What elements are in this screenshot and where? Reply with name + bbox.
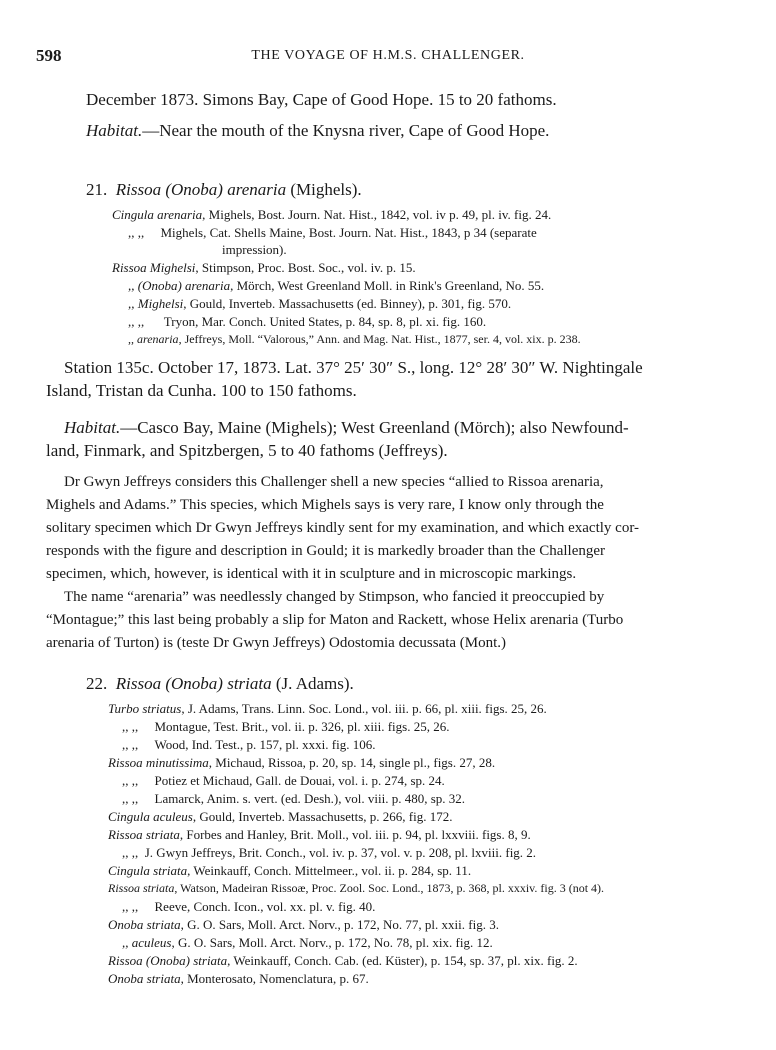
synonymy-entry: Cingula arenaria, Mighels, Bost. Journ. Nat. Hist., 1842, vol. iv p. 49, pl. iv. fig. 24. [112, 207, 552, 222]
running-title: THE VOYAGE OF H.M.S. CHALLENGER. [251, 48, 525, 63]
synonymy-entry: ,, ,, Wood, Ind. Test., p. 157, pl. xxxi. fig. 106. [122, 737, 376, 752]
habitat-line: land, Finmark, and Spitzbergen, 5 to 40 fathoms (Jeffreys). [46, 441, 448, 460]
species-subgenus: (Onoba) [165, 180, 223, 199]
synonymy-entry: ,, ,, Mighels, Cat. Shells Maine, Bost. Journ. Nat. Hist., 1843, p 34 (separate [128, 225, 537, 240]
synonymy-entry: ,, ,, Lamarck, Anim. s. vert. (ed. Desh.), vol. viii. p. 480, sp. 32. [122, 791, 466, 806]
species-heading [86, 180, 362, 200]
species-author: (J. Adams). [275, 674, 354, 693]
discussion-line: arenaria of Turton) is (teste Dr Gwyn Jeffreys) Odostomia decussata (Mont.) [46, 635, 507, 651]
station-line: Station 135c. October 17, 1873. Lat. 37° 25′ 30″ S., long. 12° 28′ 30″ W. Nightingale [64, 358, 643, 377]
synonymy-entry: Rissoa minutissima, Michaud, Rissoa, p. 20, sp. 14, single pl., figs. 27, 28. [108, 755, 496, 770]
synonymy-entry: Turbo striatus, J. Adams, Trans. Linn. Soc. Lond., vol. iii. p. 66, pl. xiii. figs. 25, 26. [108, 701, 547, 716]
synonymy-entry: ,, ,, Reeve, Conch. Icon., vol. xx. pl. v. fig. 40. [122, 899, 376, 914]
synonymy-entry: ,, ,, J. Gwyn Jeffreys, Brit. Conch., vol. iv. p. 37, vol. v. p. 208, pl. lxviii. fig. 2. [122, 845, 537, 860]
species-number: 21. [86, 180, 108, 199]
synonymy-entry: impression). [222, 242, 287, 257]
habitat-line: Habitat.—Casco Bay, Maine (Mighels); West Greenland (Mörch); also Newfound- [64, 418, 629, 437]
species-subgenus: (Onoba) [165, 674, 223, 693]
synonymy-entry: ,, (Onoba) arenaria, Mörch, West Greenland Moll. in Rink's Greenland, No. 55. [128, 278, 545, 293]
synonymy-entry: Rissoa striata, Forbes and Hanley, Brit. Moll., vol. iii. p. 94, pl. lxxviii. figs. 8, 9. [108, 827, 531, 842]
habitat-line [86, 121, 549, 141]
synonymy-entry: Cingula striata, Weinkauff, Conch. Mittelmeer., vol. ii. p. 284, sp. 11. [108, 863, 472, 878]
species-genus: Rissoa [115, 674, 162, 693]
species-genus: Rissoa [115, 180, 162, 199]
discussion-line: specimen, which, however, is identical with it in sculpture and in microscopic markings. [46, 566, 577, 582]
discussion-line: responds with the figure and description in Gould; it is markedly broader than the Challenger [46, 543, 606, 559]
synonymy-entry: Rissoa Mighelsi, Stimpson, Proc. Bost. Soc., vol. iv. p. 15. [112, 260, 416, 275]
discussion-line: “Montague;” this last being probably a slip for Maton and Rackett, whose Helix arenaria (Turbo [46, 612, 624, 628]
synonymy-entry: Onoba striata, Monterosato, Nomenclatura, p. 67. [108, 971, 369, 986]
page-header [36, 46, 740, 66]
species-epithet: striata [227, 674, 272, 693]
synonymy-entry: Rissoa striata, Watson, Madeiran Rissoæ, Proc. Zool. Soc. Lond., 1873, p. 368, pl. xxxiv. fig. 3 (not 4). [108, 881, 605, 895]
species-heading [86, 674, 354, 694]
habitat-label: Habitat. [86, 121, 143, 140]
synonymy-entry: Cingula aculeus, Gould, Inverteb. Massachusetts, p. 266, fig. 172. [108, 809, 453, 824]
species-epithet: arenaria [227, 180, 287, 199]
synonymy-entry: Onoba striata, G. O. Sars, Moll. Arct. Norv., p. 172, No. 77, pl. xxii. fig. 3. [108, 917, 499, 932]
synonymy-entry: ,, ,, Potiez et Michaud, Gall. de Douai, vol. i. p. 274, sp. 24. [122, 773, 445, 788]
species-number: 22. [86, 674, 108, 693]
discussion-line: The name “arenaria” was needlessly changed by Stimpson, who fancied it preoccupied by [64, 589, 605, 605]
synonymy-entry: ,, Mighelsi, Gould, Inverteb. Massachusetts (ed. Binney), p. 301, fig. 570. [128, 296, 512, 311]
synonymy-entry: ,, aculeus, G. O. Sars, Moll. Arct. Norv., p. 172, No. 78, pl. xix. fig. 12. [122, 935, 493, 950]
station-line: December 1873. Simons Bay, Cape of Good Hope. 15 to 20 fathoms. [86, 90, 557, 109]
discussion-line: Mighels and Adams.” This species, which Mighels says is very rare, I know only through the [46, 497, 604, 513]
page-number: 598 [36, 46, 62, 65]
synonymy-entry: ,, ,, Montague, Test. Brit., vol. ii. p. 326, pl. xiii. figs. 25, 26. [122, 719, 450, 734]
discussion-line: solitary specimen which Dr Gwyn Jeffreys kindly sent for my examination, and which exactly cor- [46, 520, 640, 536]
synonymy-entry: ,, ,, Tryon, Mar. Conch. United States, p. 84, sp. 8, pl. xi. fig. 160. [128, 314, 487, 329]
synonymy-entry: Rissoa (Onoba) striata, Weinkauff, Conch. Cab. (ed. Küster), p. 154, sp. 37, pl. xix. fig. 2. [108, 953, 578, 968]
species-author: (Mighels). [290, 180, 362, 199]
habitat-text: —Near the mouth of the Knysna river, Cape of Good Hope. [142, 121, 550, 140]
synonymy-entry: ,, arenaria, Jeffreys, Moll. “Valorous,” Ann. and Mag. Nat. Hist., 1877, ser. 4, vol. xix. p. 238. [128, 332, 581, 346]
discussion-line: Dr Gwyn Jeffreys considers this Challenger shell a new species “allied to Rissoa arenaria, [64, 474, 604, 490]
station-line: Island, Tristan da Cunha. 100 to 150 fathoms. [46, 381, 357, 400]
